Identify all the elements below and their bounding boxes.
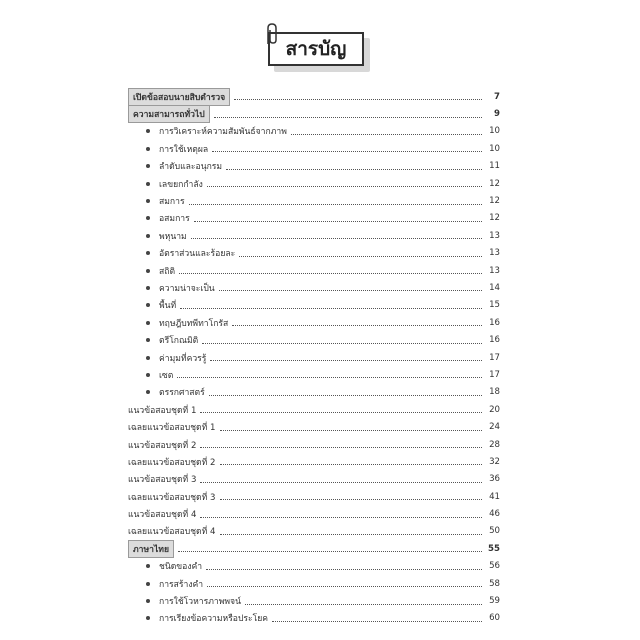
page-number: 15 <box>489 300 500 311</box>
dot-leader <box>220 534 482 535</box>
toc-entry-label: พื้นที่ <box>159 301 177 312</box>
page-number: 7 <box>494 91 500 102</box>
page-number: 32 <box>489 456 500 467</box>
page-number: 12 <box>489 178 500 189</box>
dot-leader <box>189 204 482 205</box>
dot-leader <box>214 117 482 118</box>
toc-entry[interactable] <box>126 349 500 366</box>
page-number: 10 <box>489 126 500 137</box>
toc-entry[interactable] <box>126 175 500 192</box>
toc-entry-label: แนวข้อสอบชุดที่ 1 <box>128 405 197 416</box>
toc-entry[interactable] <box>126 610 500 627</box>
toc-entry[interactable] <box>126 158 500 175</box>
page-number: 10 <box>489 143 500 154</box>
dot-leader <box>207 586 482 587</box>
toc-entry[interactable] <box>126 105 500 122</box>
dot-leader <box>180 308 482 309</box>
toc-entry[interactable] <box>126 140 500 157</box>
page-number: 50 <box>489 526 500 537</box>
toc-entry[interactable] <box>126 366 500 383</box>
toc-entry[interactable] <box>126 575 500 592</box>
toc-entry-label: เลขยกกำลัง <box>159 179 203 190</box>
page-title: สารบัญ <box>268 32 364 66</box>
bullet-icon <box>146 164 150 168</box>
toc-entry-label: ชนิดของคำ <box>159 562 203 573</box>
toc-entry[interactable] <box>126 436 500 453</box>
dot-leader <box>272 621 482 622</box>
dot-leader <box>219 290 482 291</box>
dot-leader <box>200 447 482 448</box>
bullet-icon <box>146 616 150 620</box>
page-number: 56 <box>489 561 500 572</box>
toc-entry-label: แนวข้อสอบชุดที่ 2 <box>128 440 197 451</box>
toc-entry-label: เฉลยแนวข้อสอบชุดที่ 3 <box>128 492 216 503</box>
section-heading: เปิดข้อสอบนายสิบตำรวจ <box>128 88 230 106</box>
bullet-icon <box>146 129 150 133</box>
toc-entry[interactable] <box>126 384 500 401</box>
page-number: 28 <box>489 439 500 450</box>
dot-leader <box>191 238 482 239</box>
toc-entry[interactable] <box>126 210 500 227</box>
toc-entry[interactable] <box>126 297 500 314</box>
toc-entry-label: ค่ามุมที่ควรรู้ <box>159 353 207 364</box>
page-number: 24 <box>489 422 500 433</box>
page-number: 14 <box>489 282 500 293</box>
toc-entry-label: อสมการ <box>159 214 190 225</box>
toc-entry-label: เฉลยแนวข้อสอบชุดที่ 2 <box>128 457 216 468</box>
toc-entry[interactable] <box>126 418 500 435</box>
bullet-icon <box>146 199 150 203</box>
bullet-icon <box>146 356 150 360</box>
dot-leader <box>200 482 482 483</box>
dot-leader <box>212 151 482 152</box>
page-number: 9 <box>494 109 500 120</box>
page-number: 46 <box>489 509 500 520</box>
page-number: 17 <box>489 369 500 380</box>
page-number: 41 <box>489 491 500 502</box>
page-number: 59 <box>489 596 500 607</box>
toc-entry[interactable] <box>126 453 500 470</box>
page-number: 60 <box>489 613 500 624</box>
dot-leader <box>202 343 482 344</box>
toc-entry-label: ทฤษฎีบทพีทาโกรัส <box>159 318 229 329</box>
section-heading: ความสามารถทั่วไป <box>128 105 210 123</box>
toc-entry-label: แนวข้อสอบชุดที่ 3 <box>128 475 197 486</box>
bullet-icon <box>146 373 150 377</box>
page-number: 13 <box>489 265 500 276</box>
bullet-icon <box>146 286 150 290</box>
page-number: 11 <box>489 161 500 172</box>
dot-leader <box>200 412 482 413</box>
bullet-icon <box>146 321 150 325</box>
dot-leader <box>226 169 482 170</box>
page-number: 58 <box>489 578 500 589</box>
section-heading: ภาษาไทย <box>128 540 174 558</box>
toc-entry[interactable] <box>126 471 500 488</box>
toc-entry[interactable] <box>126 523 500 540</box>
dot-leader <box>210 360 482 361</box>
page-number: 55 <box>488 543 500 554</box>
bullet-icon <box>146 147 150 151</box>
bullet-icon <box>146 216 150 220</box>
toc-entry[interactable] <box>126 331 500 348</box>
page-number: 17 <box>489 352 500 363</box>
bullet-icon <box>146 182 150 186</box>
toc-entry[interactable] <box>126 123 500 140</box>
toc-entry[interactable] <box>126 505 500 522</box>
page-number: 18 <box>489 387 500 398</box>
toc-entry-label: สมการ <box>159 197 185 208</box>
toc-entry[interactable] <box>126 592 500 609</box>
dot-leader <box>209 395 482 396</box>
page-number: 16 <box>489 335 500 346</box>
dot-leader <box>177 377 482 378</box>
toc-entry-label: การใช้เหตุผล <box>159 144 209 155</box>
toc-entry[interactable] <box>126 401 500 418</box>
page-number: 13 <box>489 230 500 241</box>
title-badge <box>268 32 372 76</box>
dot-leader <box>220 499 482 500</box>
toc-entry-label: การเรียงข้อความหรือประโยค <box>159 614 269 625</box>
page-number: 12 <box>489 213 500 224</box>
dot-leader <box>220 430 482 431</box>
toc-entry[interactable] <box>126 262 500 279</box>
page-number: 20 <box>489 404 500 415</box>
toc-entry-label: เฉลยแนวข้อสอบชุดที่ 1 <box>128 423 216 434</box>
toc-entry-label: พหุนาม <box>159 231 187 242</box>
bullet-icon <box>146 251 150 255</box>
dot-leader <box>234 99 482 100</box>
bullet-icon <box>146 269 150 273</box>
toc-entry[interactable] <box>126 245 500 262</box>
toc-entry-label: ตรีโกณมิติ <box>159 336 199 347</box>
toc-entry-label: เฉลยแนวข้อสอบชุดที่ 4 <box>128 527 216 538</box>
toc-entry-label: อัตราส่วนและร้อยละ <box>159 249 236 260</box>
toc-entry-label: ลำดับและอนุกรม <box>159 162 223 173</box>
table-of-contents <box>126 88 500 627</box>
toc-entry-label: สถิติ <box>159 266 176 277</box>
toc-entry-label: เซต <box>159 370 174 381</box>
toc-entry[interactable] <box>126 88 500 105</box>
toc-entry[interactable] <box>126 558 500 575</box>
toc-entry-label: การวิเคราะห์ความสัมพันธ์จากภาพ <box>159 127 287 138</box>
bullet-icon <box>146 582 150 586</box>
page-number: 13 <box>489 248 500 259</box>
bullet-icon <box>146 390 150 394</box>
toc-entry[interactable] <box>126 488 500 505</box>
dot-leader <box>232 325 482 326</box>
dot-leader <box>194 221 482 222</box>
toc-entry[interactable] <box>126 540 500 557</box>
toc-entry[interactable] <box>126 314 500 331</box>
dot-leader <box>200 517 482 518</box>
bullet-icon <box>146 599 150 603</box>
page-number: 12 <box>489 196 500 207</box>
toc-entry[interactable] <box>126 279 500 296</box>
toc-entry[interactable] <box>126 227 500 244</box>
toc-entry-label: การใช้โวหารภาพพจน์ <box>159 597 241 608</box>
dot-leader <box>207 186 482 187</box>
dot-leader <box>291 134 482 135</box>
paperclip-icon <box>262 22 280 48</box>
bullet-icon <box>146 303 150 307</box>
dot-leader <box>178 551 482 552</box>
toc-entry-label: ตรรกศาสตร์ <box>159 388 205 399</box>
toc-entry[interactable] <box>126 192 500 209</box>
dot-leader <box>245 604 482 605</box>
page-number: 16 <box>489 317 500 328</box>
toc-entry-label: การสร้างคำ <box>159 579 204 590</box>
dot-leader <box>206 569 482 570</box>
dot-leader <box>239 256 482 257</box>
bullet-icon <box>146 234 150 238</box>
page-number: 36 <box>489 474 500 485</box>
dot-leader <box>179 273 482 274</box>
bullet-icon <box>146 564 150 568</box>
dot-leader <box>220 464 482 465</box>
toc-entry-label: ความน่าจะเป็น <box>159 283 215 294</box>
toc-entry-label: แนวข้อสอบชุดที่ 4 <box>128 510 197 521</box>
bullet-icon <box>146 338 150 342</box>
